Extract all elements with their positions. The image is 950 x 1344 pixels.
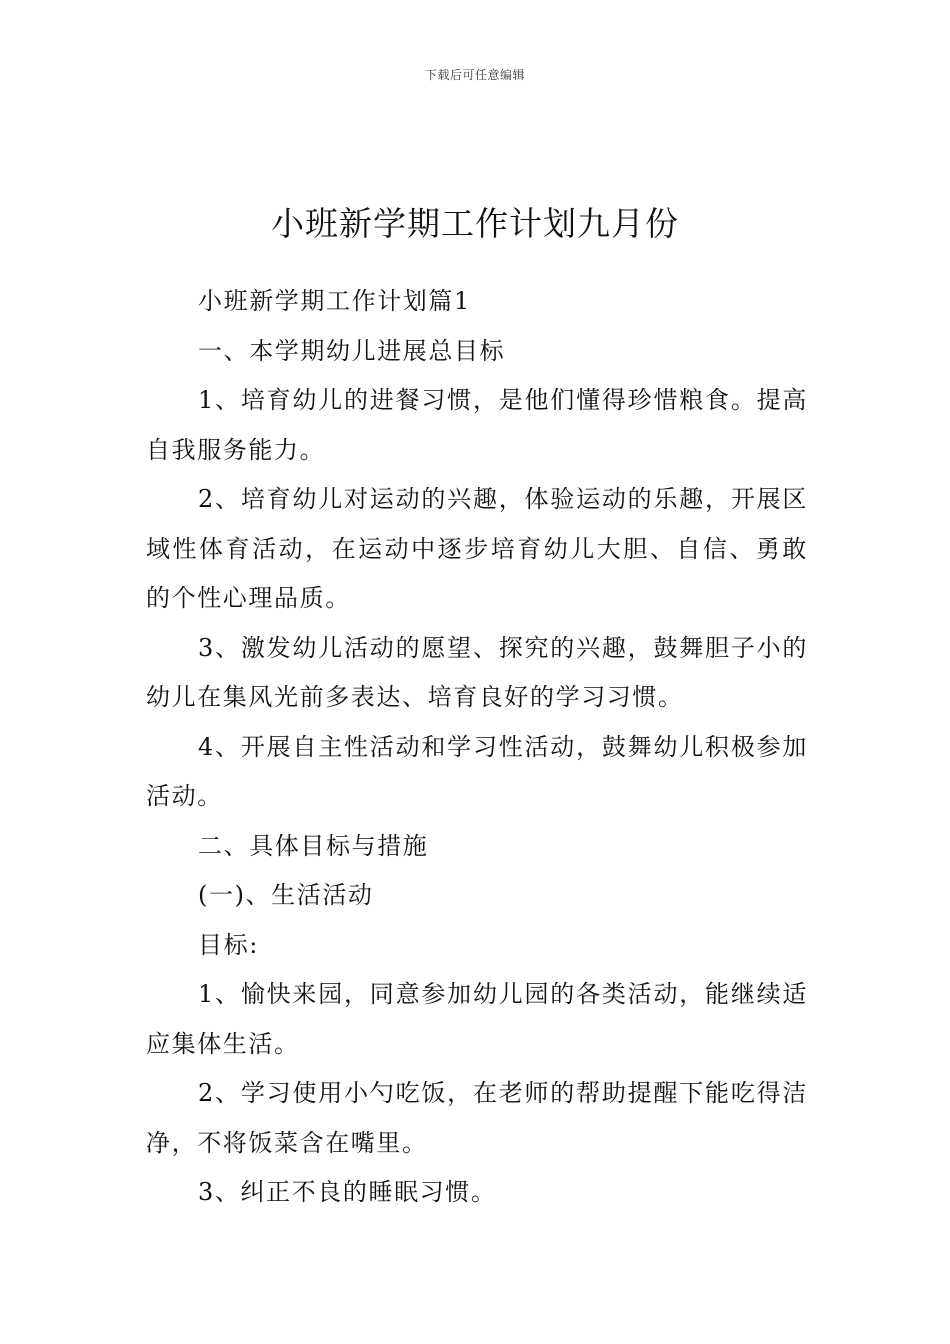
header-note: 下载后可任意编辑 (424, 68, 525, 82)
paragraph-section-heading: 一、本学期幼儿进展总目标 (198, 336, 506, 365)
paragraph-goal-1: 1、培育幼儿的进餐习惯，是他们懂得珍惜粮食。提高自我服务能力。 (146, 386, 808, 464)
paragraph-target-3: 3、纠正不良的睡眠习惯。 (198, 1178, 497, 1206)
document-title: 小班新学期工作计划九月份 (271, 204, 679, 244)
paragraph-subsection-heading: (一)、生活活动 (198, 881, 374, 909)
paragraph-target-2: 2、学习使用小勺吃饭，在老师的帮助提醒下能吃得洁净，不将饭菜含在嘴里。 (146, 1079, 808, 1157)
paragraph-goal-3: 3、激发幼儿活动的愿望、探究的兴趣，鼓舞胆子小的幼儿在集风光前多表达、培育良好的学习习惯。 (146, 633, 808, 711)
paragraph-goal-4: 4、开展自主性活动和学习性活动，鼓舞幼儿积极参加活动。 (146, 732, 808, 810)
paragraph-target-label: 目标: (198, 930, 259, 959)
paragraph-subtitle: 小班新学期工作计划篇1 (198, 287, 471, 315)
document-body (146, 277, 808, 1218)
paragraph-target-1: 1、愉快来园，同意参加幼儿园的各类活动，能继续适应集体生活。 (146, 980, 808, 1058)
paragraph-section-heading-2: 二、具体目标与措施 (198, 831, 429, 860)
paragraph-goal-2: 2、培育幼儿对运动的兴趣，体验运动的乐趣，开展区域性体育活动，在运动中逐步培育幼儿大胆、自信、勇敢的个性心理品质。 (146, 485, 808, 612)
